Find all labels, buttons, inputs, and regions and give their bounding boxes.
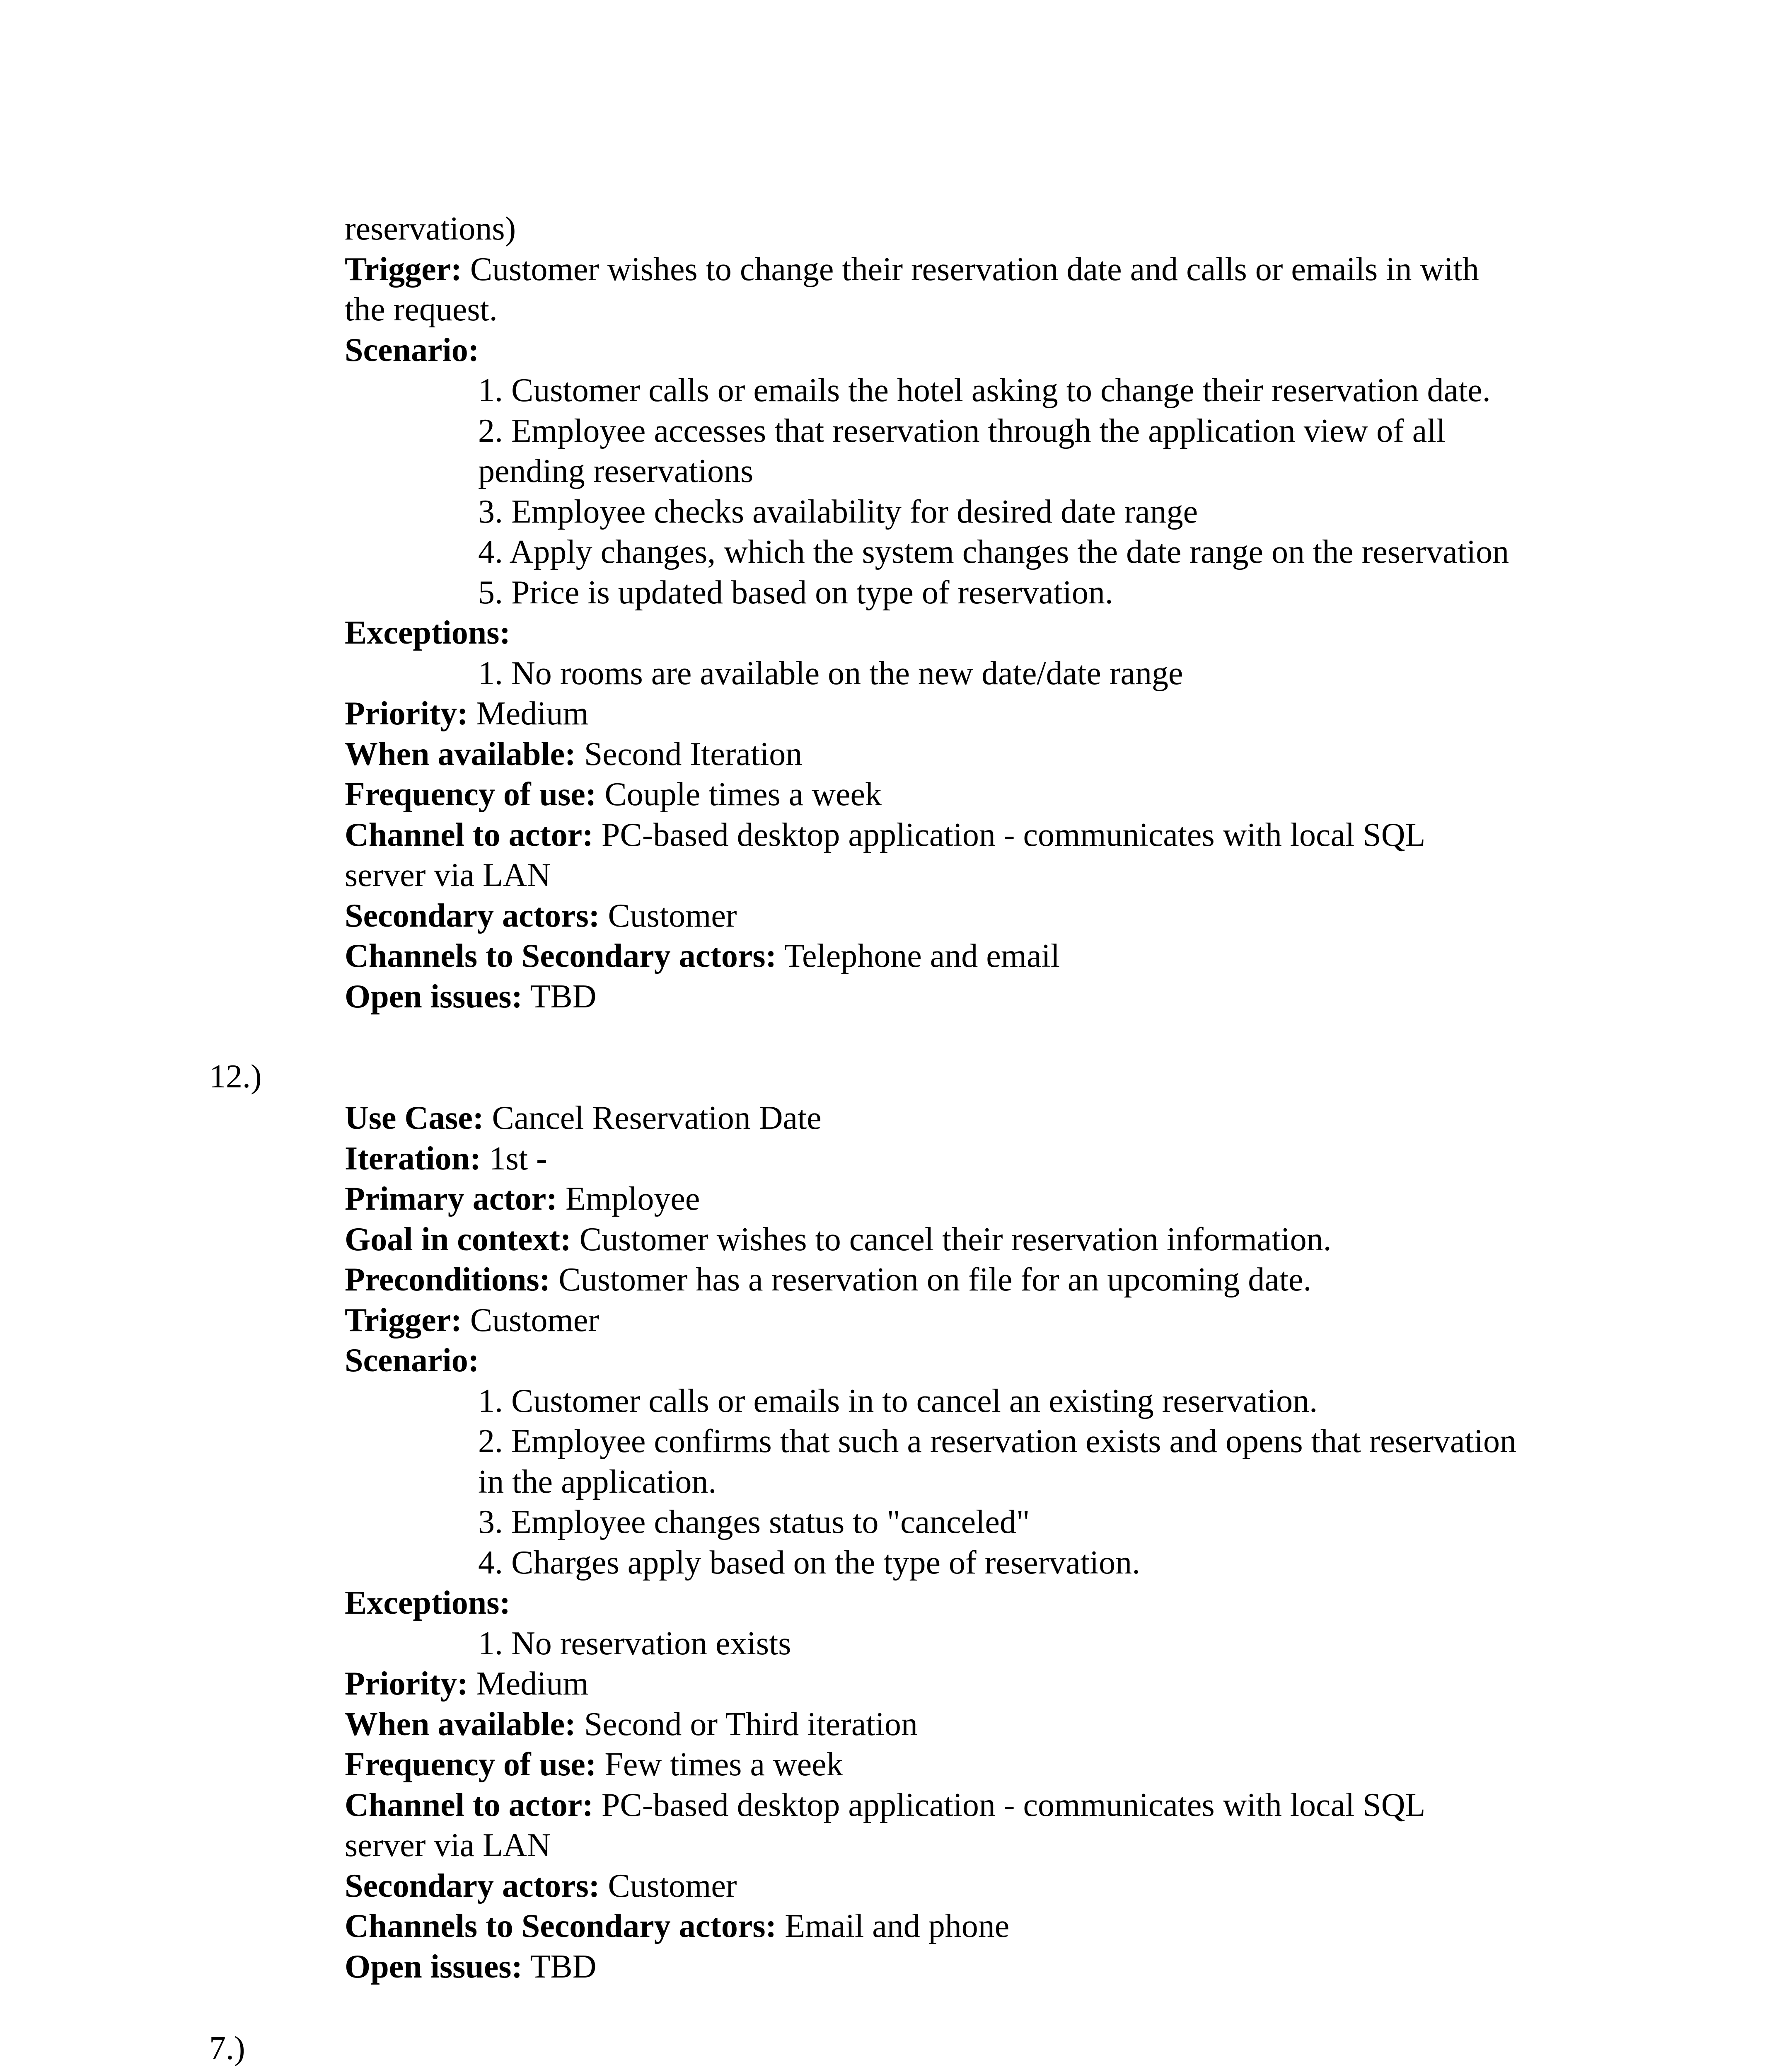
secondary-actors-line: Secondary actors: Customer [345, 897, 737, 934]
scenario-step: 4. Apply changes, which the system changes the date range on the reservation [478, 534, 1509, 570]
scenario-step: 3. Employee checks availability for desired date range [478, 493, 1198, 530]
trigger-line: Trigger: Customer wishes to change their reservation date and calls or emails in with [345, 251, 1479, 288]
scenario-step: 5. Price is updated based on type of reservation. [478, 574, 1113, 611]
goal-line: Goal in context: Customer wishes to cancel their reservation information. [345, 1221, 1332, 1258]
frequency-line: Frequency of use: Few times a week [345, 1746, 843, 1783]
when-available-line: When available: Second or Third iteration [345, 1706, 918, 1743]
scenario-step: 4. Charges apply based on the type of reservation. [478, 1544, 1141, 1581]
open-issues-line: Open issues: TBD [345, 978, 597, 1015]
frequency-line: Frequency of use: Couple times a week [345, 776, 882, 813]
trigger-line-cont: the request. [345, 291, 498, 328]
section-number-7: 7.) [209, 2030, 245, 2067]
scenario-step: 2. Employee accesses that reservation through the application view of all [478, 412, 1446, 449]
scenario-step: 1. Customer calls or emails in to cancel an existing reservation. [478, 1382, 1318, 1419]
use-case-line: Use Case: Cancel Reservation Date [345, 1100, 822, 1136]
continuation-text: reservations) [345, 211, 516, 247]
channel-line: Channel to actor: PC-based desktop application - communicates with local SQL [345, 1786, 1426, 1823]
scenario-step: 1. Customer calls or emails the hotel asking to change their reservation date. [478, 372, 1491, 409]
channel-line-cont: server via LAN [345, 1827, 551, 1864]
scenario-step: 3. Employee changes status to "canceled" [478, 1504, 1030, 1540]
section-number-12: 12.) [209, 1058, 262, 1095]
priority-line: Priority: Medium [345, 1665, 589, 1702]
priority-line: Priority: Medium [345, 695, 589, 732]
scenario-step: 2. Employee confirms that such a reservation exists and opens that reservation [478, 1423, 1516, 1460]
scenario-label: Scenario: [345, 1342, 479, 1379]
secondary-channels-line: Channels to Secondary actors: Telephone and email [345, 938, 1060, 974]
when-available-line: When available: Second Iteration [345, 736, 803, 772]
trigger-line: Trigger: Customer [345, 1302, 599, 1339]
use-case-continued [345, 209, 1613, 1017]
primary-actor-line: Primary actor: Employee [345, 1181, 700, 1217]
exception-item: 1. No rooms are available on the new date/date range [478, 655, 1183, 692]
use-case-cancel-reservation [345, 1098, 1613, 1987]
exceptions-label: Exceptions: [345, 1585, 510, 1621]
secondary-actors-line: Secondary actors: Customer [345, 1867, 737, 1904]
scenario-step: in the application. [478, 1463, 717, 1500]
scenario-label: Scenario: [345, 332, 479, 368]
secondary-channels-line: Channels to Secondary actors: Email and phone [345, 1908, 1010, 1944]
scenario-step: pending reservations [478, 453, 754, 489]
open-issues-line: Open issues: TBD [345, 1948, 597, 1985]
iteration-line: Iteration: 1st - [345, 1140, 547, 1177]
exceptions-label: Exceptions: [345, 615, 510, 651]
channel-line: Channel to actor: PC-based desktop application - communicates with local SQL [345, 816, 1426, 853]
preconditions-line: Preconditions: Customer has a reservation on file for an upcoming date. [345, 1261, 1312, 1298]
exception-item: 1. No reservation exists [478, 1625, 791, 1662]
channel-line-cont: server via LAN [345, 857, 551, 893]
